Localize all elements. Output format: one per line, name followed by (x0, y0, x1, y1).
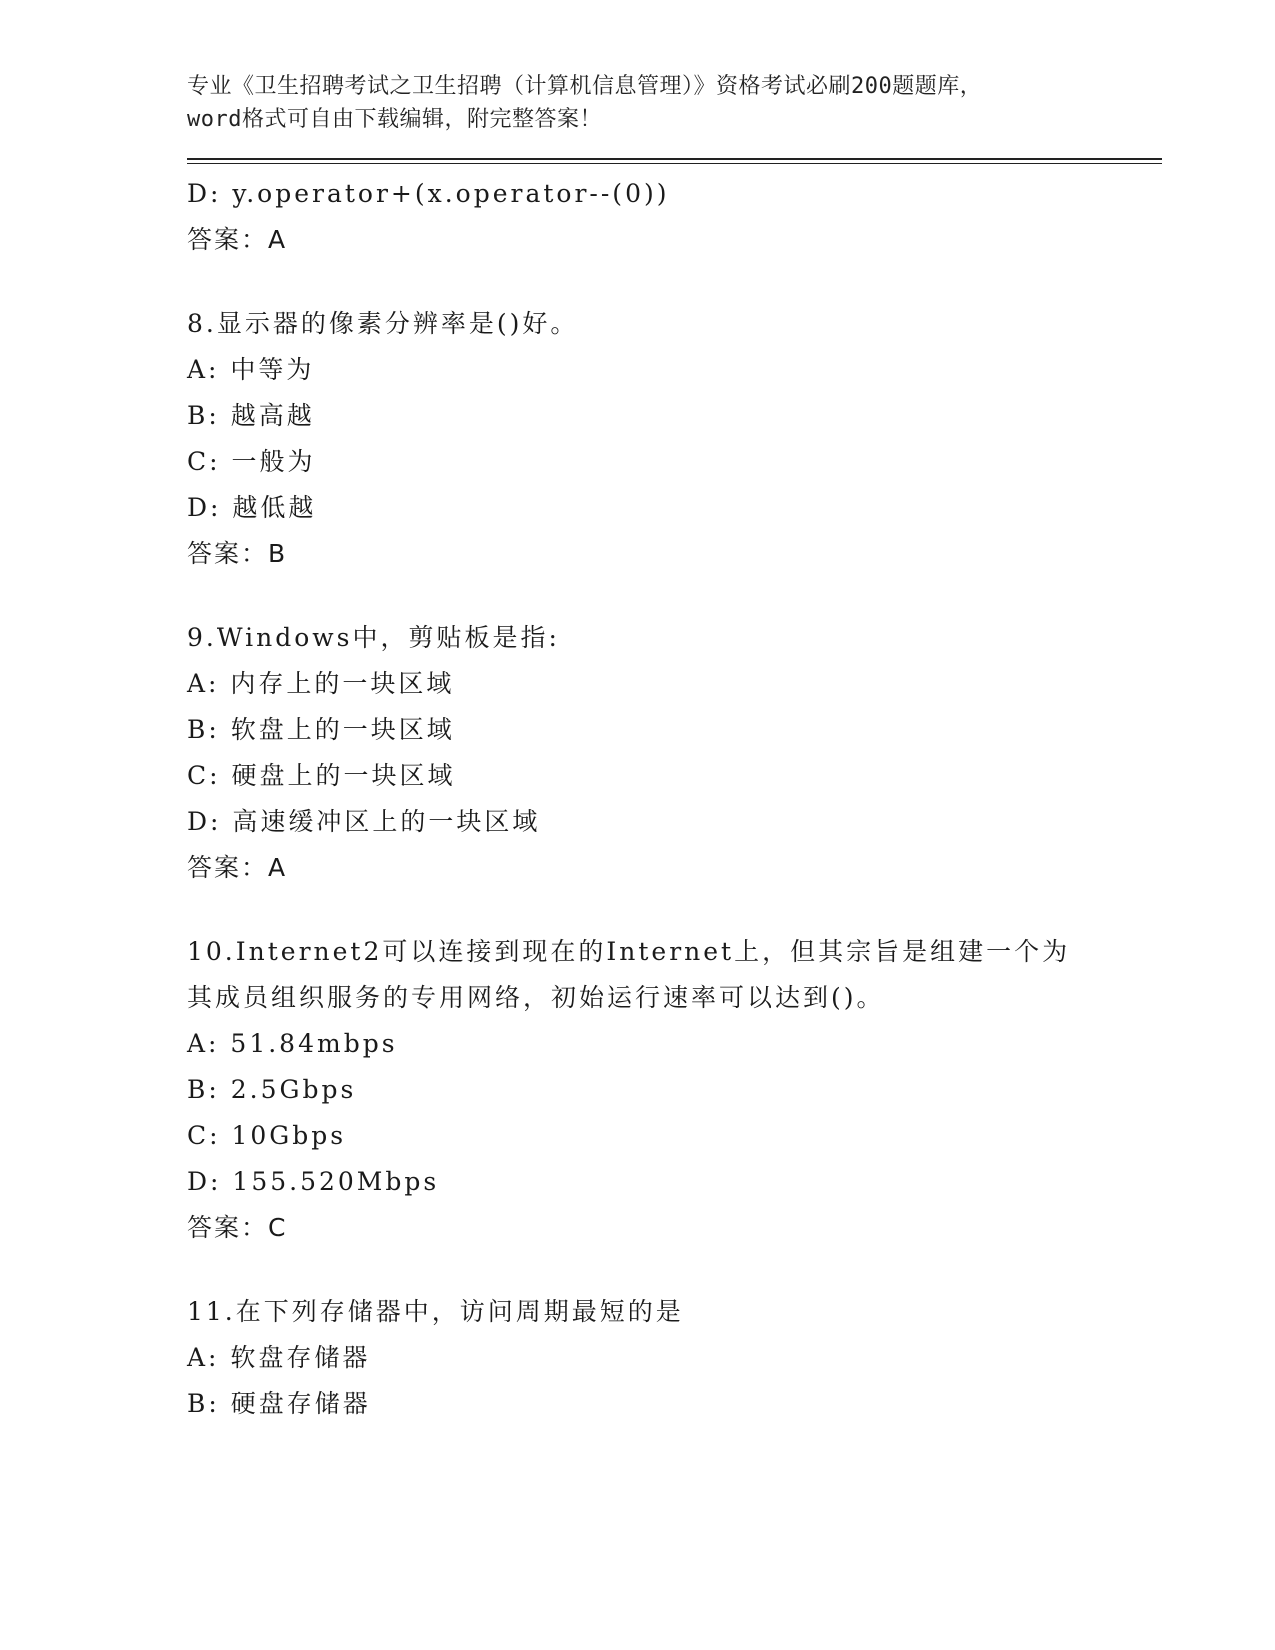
option-b: B: 软盘上的一块区域 (187, 715, 455, 744)
option-b: B: 2.5Gbps (187, 1075, 357, 1104)
option-b: B: 硬盘存储器 (187, 1389, 371, 1418)
option-a: A: 软盘存储器 (187, 1343, 371, 1372)
option-d: D: 越低越 (187, 493, 317, 522)
header-line-2: word格式可自由下载编辑，附完整答案！ (187, 107, 602, 132)
header-line-1: 专业《卫生招聘考试之卫生招聘（计算机信息管理）》资格考试必刷200题题库， (187, 74, 983, 99)
document-page (187, 70, 1162, 1427)
answer-line: 答案：C (187, 1213, 288, 1242)
option-a: A: 51.84mbps (187, 1029, 398, 1058)
question-text-line-2: 其成员组织服务的专用网络，初始运行速率可以达到()。 (187, 983, 885, 1012)
option-c: C: 硬盘上的一块区域 (187, 761, 456, 790)
option-a: A: 中等为 (187, 355, 315, 384)
option-d: D: 高速缓冲区上的一块区域 (187, 807, 541, 836)
document-content (187, 171, 1162, 1427)
answer-line: 答案：A (187, 853, 288, 882)
option-b: B: 越高越 (187, 401, 315, 430)
answer-line: 答案：B (187, 539, 288, 568)
header-divider (187, 158, 1162, 160)
option-d: D: 155.520Mbps (187, 1167, 440, 1196)
question-text: 11.在下列存储器中，访问周期最短的是 (187, 1297, 684, 1326)
answer-line: 答案：A (187, 225, 288, 254)
option-a: A: 内存上的一块区域 (187, 669, 455, 698)
document-header (187, 70, 1162, 136)
question-fragment (187, 171, 1162, 263)
option-c: C: 一般为 (187, 447, 316, 476)
question-text: 8.显示器的像素分辨率是()好。 (187, 309, 579, 338)
option-d: D: y.operator+(x.operator--(0)) (187, 179, 670, 208)
question-8 (187, 301, 1162, 577)
question-text-line-1: 10.Internet2可以连接到现在的Internet上，但其宗旨是组建一个为 (187, 937, 1071, 966)
option-c: C: 10Gbps (187, 1121, 347, 1150)
question-10 (187, 929, 1162, 1251)
question-text: 9.Windows中，剪贴板是指: (187, 623, 560, 652)
question-9 (187, 615, 1162, 891)
question-11 (187, 1289, 1162, 1427)
